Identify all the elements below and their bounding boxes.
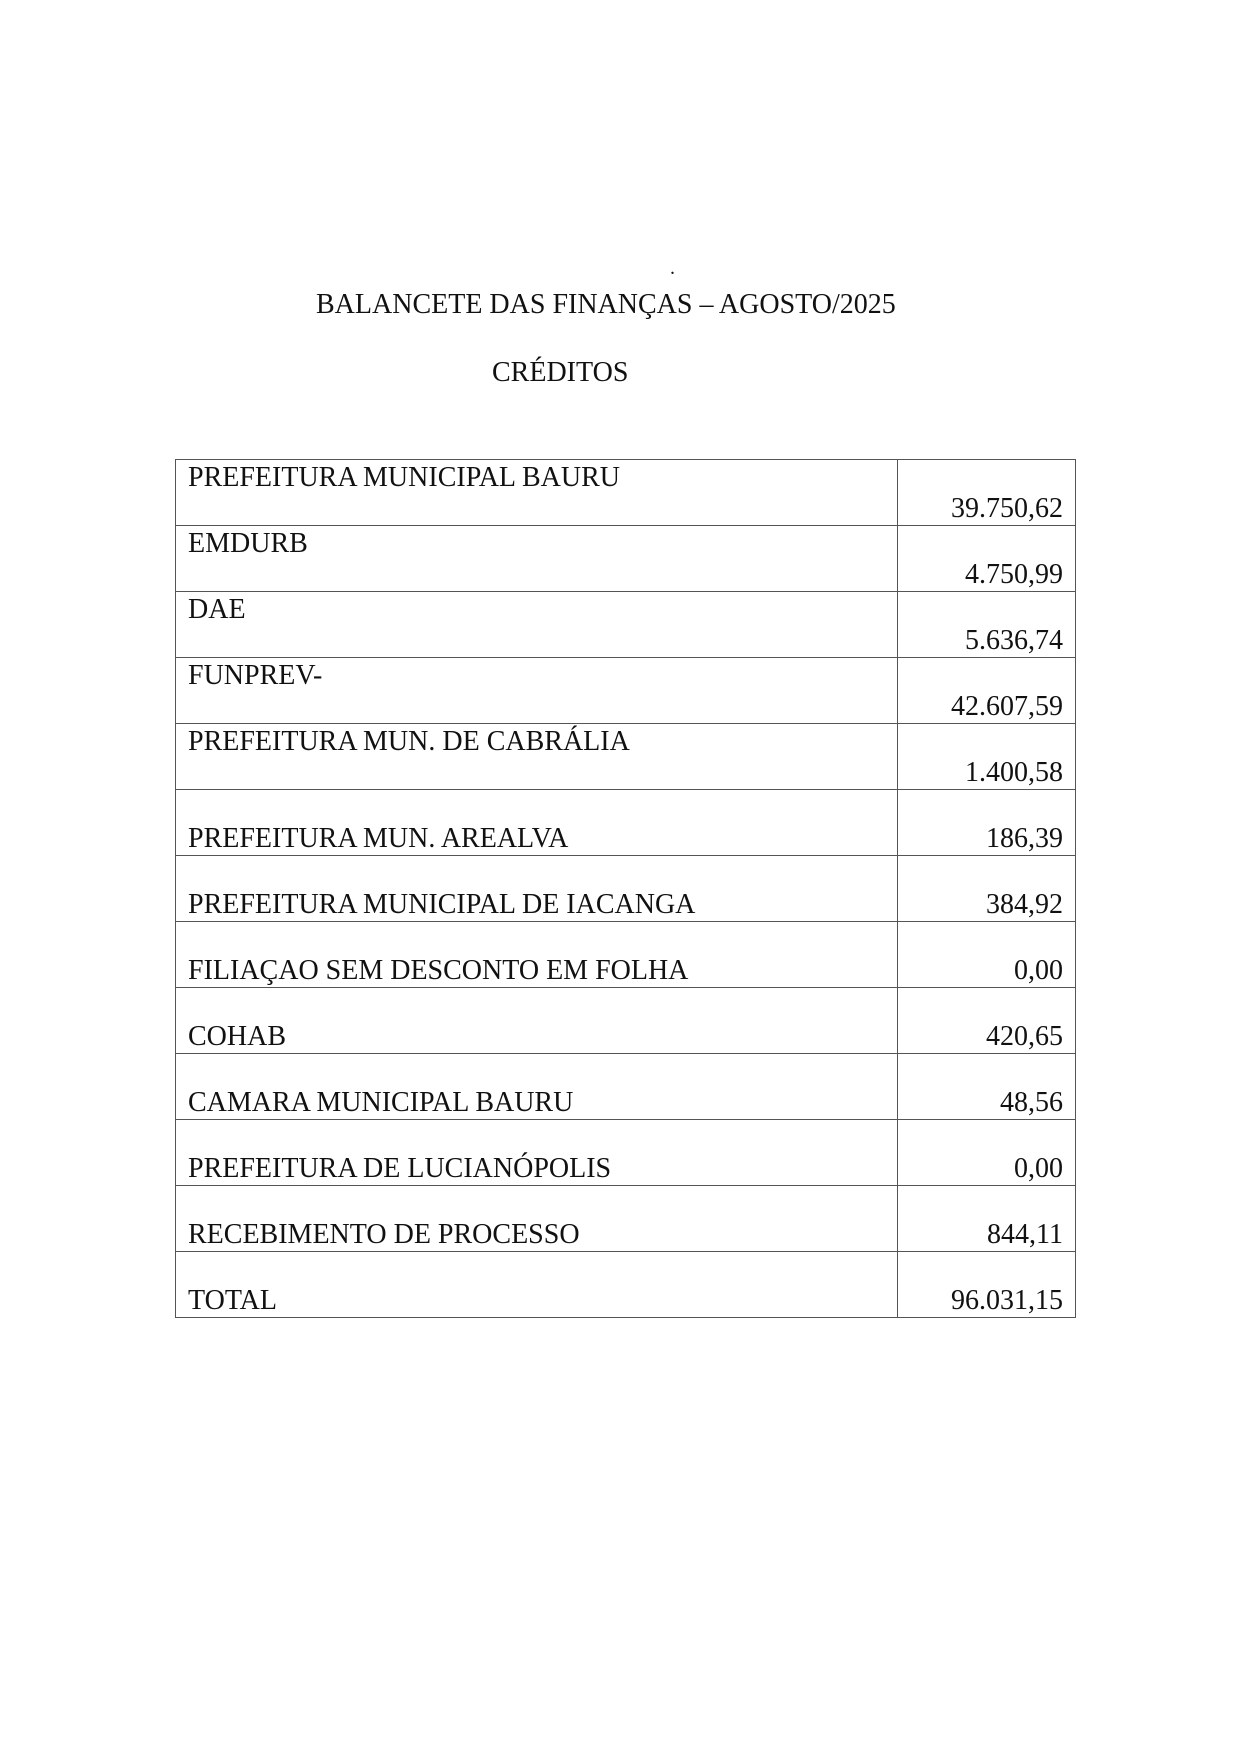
credit-label: RECEBIMENTO DE PROCESSO [176,1186,898,1252]
credit-label: COHAB [176,988,898,1054]
credit-label: EMDURB [176,526,898,592]
credit-value: 186,39 [898,790,1076,856]
credit-label: DAE [176,592,898,658]
credit-value: 0,00 [898,1120,1076,1186]
credit-value: 0,00 [898,922,1076,988]
table-row [176,526,1076,592]
total-value: 96.031,15 [898,1252,1076,1318]
credit-value: 39.750,62 [898,460,1076,526]
table-row [176,592,1076,658]
table-row [176,922,1076,988]
table-row [176,1054,1076,1120]
credit-label: CAMARA MUNICIPAL BAURU [176,1054,898,1120]
credits-table-body [176,460,1076,1318]
table-row [176,790,1076,856]
table-row [176,460,1076,526]
total-label: TOTAL [176,1252,898,1318]
credit-value: 1.400,58 [898,724,1076,790]
credit-value: 48,56 [898,1054,1076,1120]
credit-label: FILIAÇAO SEM DESCONTO EM FOLHA [176,922,898,988]
table-row [176,1120,1076,1186]
document-title: BALANCETE DAS FINANÇAS – AGOSTO/2025 [316,289,896,320]
total-row [176,1252,1076,1318]
credit-value: 420,65 [898,988,1076,1054]
table-row [176,856,1076,922]
credit-label: PREFEITURA DE LUCIANÓPOLIS [176,1120,898,1186]
credit-label: PREFEITURA MUNICIPAL BAURU [176,460,898,526]
credit-value: 42.607,59 [898,658,1076,724]
credit-label: PREFEITURA MUN. DE CABRÁLIA [176,724,898,790]
credit-label: FUNPREV- [176,658,898,724]
credit-label: PREFEITURA MUN. AREALVA [176,790,898,856]
table-row [176,988,1076,1054]
credit-value: 844,11 [898,1186,1076,1252]
section-title: CRÉDITOS [492,357,629,388]
credits-table [175,459,1076,1318]
table-row [176,724,1076,790]
credit-value: 4.750,99 [898,526,1076,592]
dot-mark: . [670,257,675,279]
credit-label: PREFEITURA MUNICIPAL DE IACANGA [176,856,898,922]
table-row [176,1186,1076,1252]
credit-value: 5.636,74 [898,592,1076,658]
credit-value: 384,92 [898,856,1076,922]
table-row [176,658,1076,724]
